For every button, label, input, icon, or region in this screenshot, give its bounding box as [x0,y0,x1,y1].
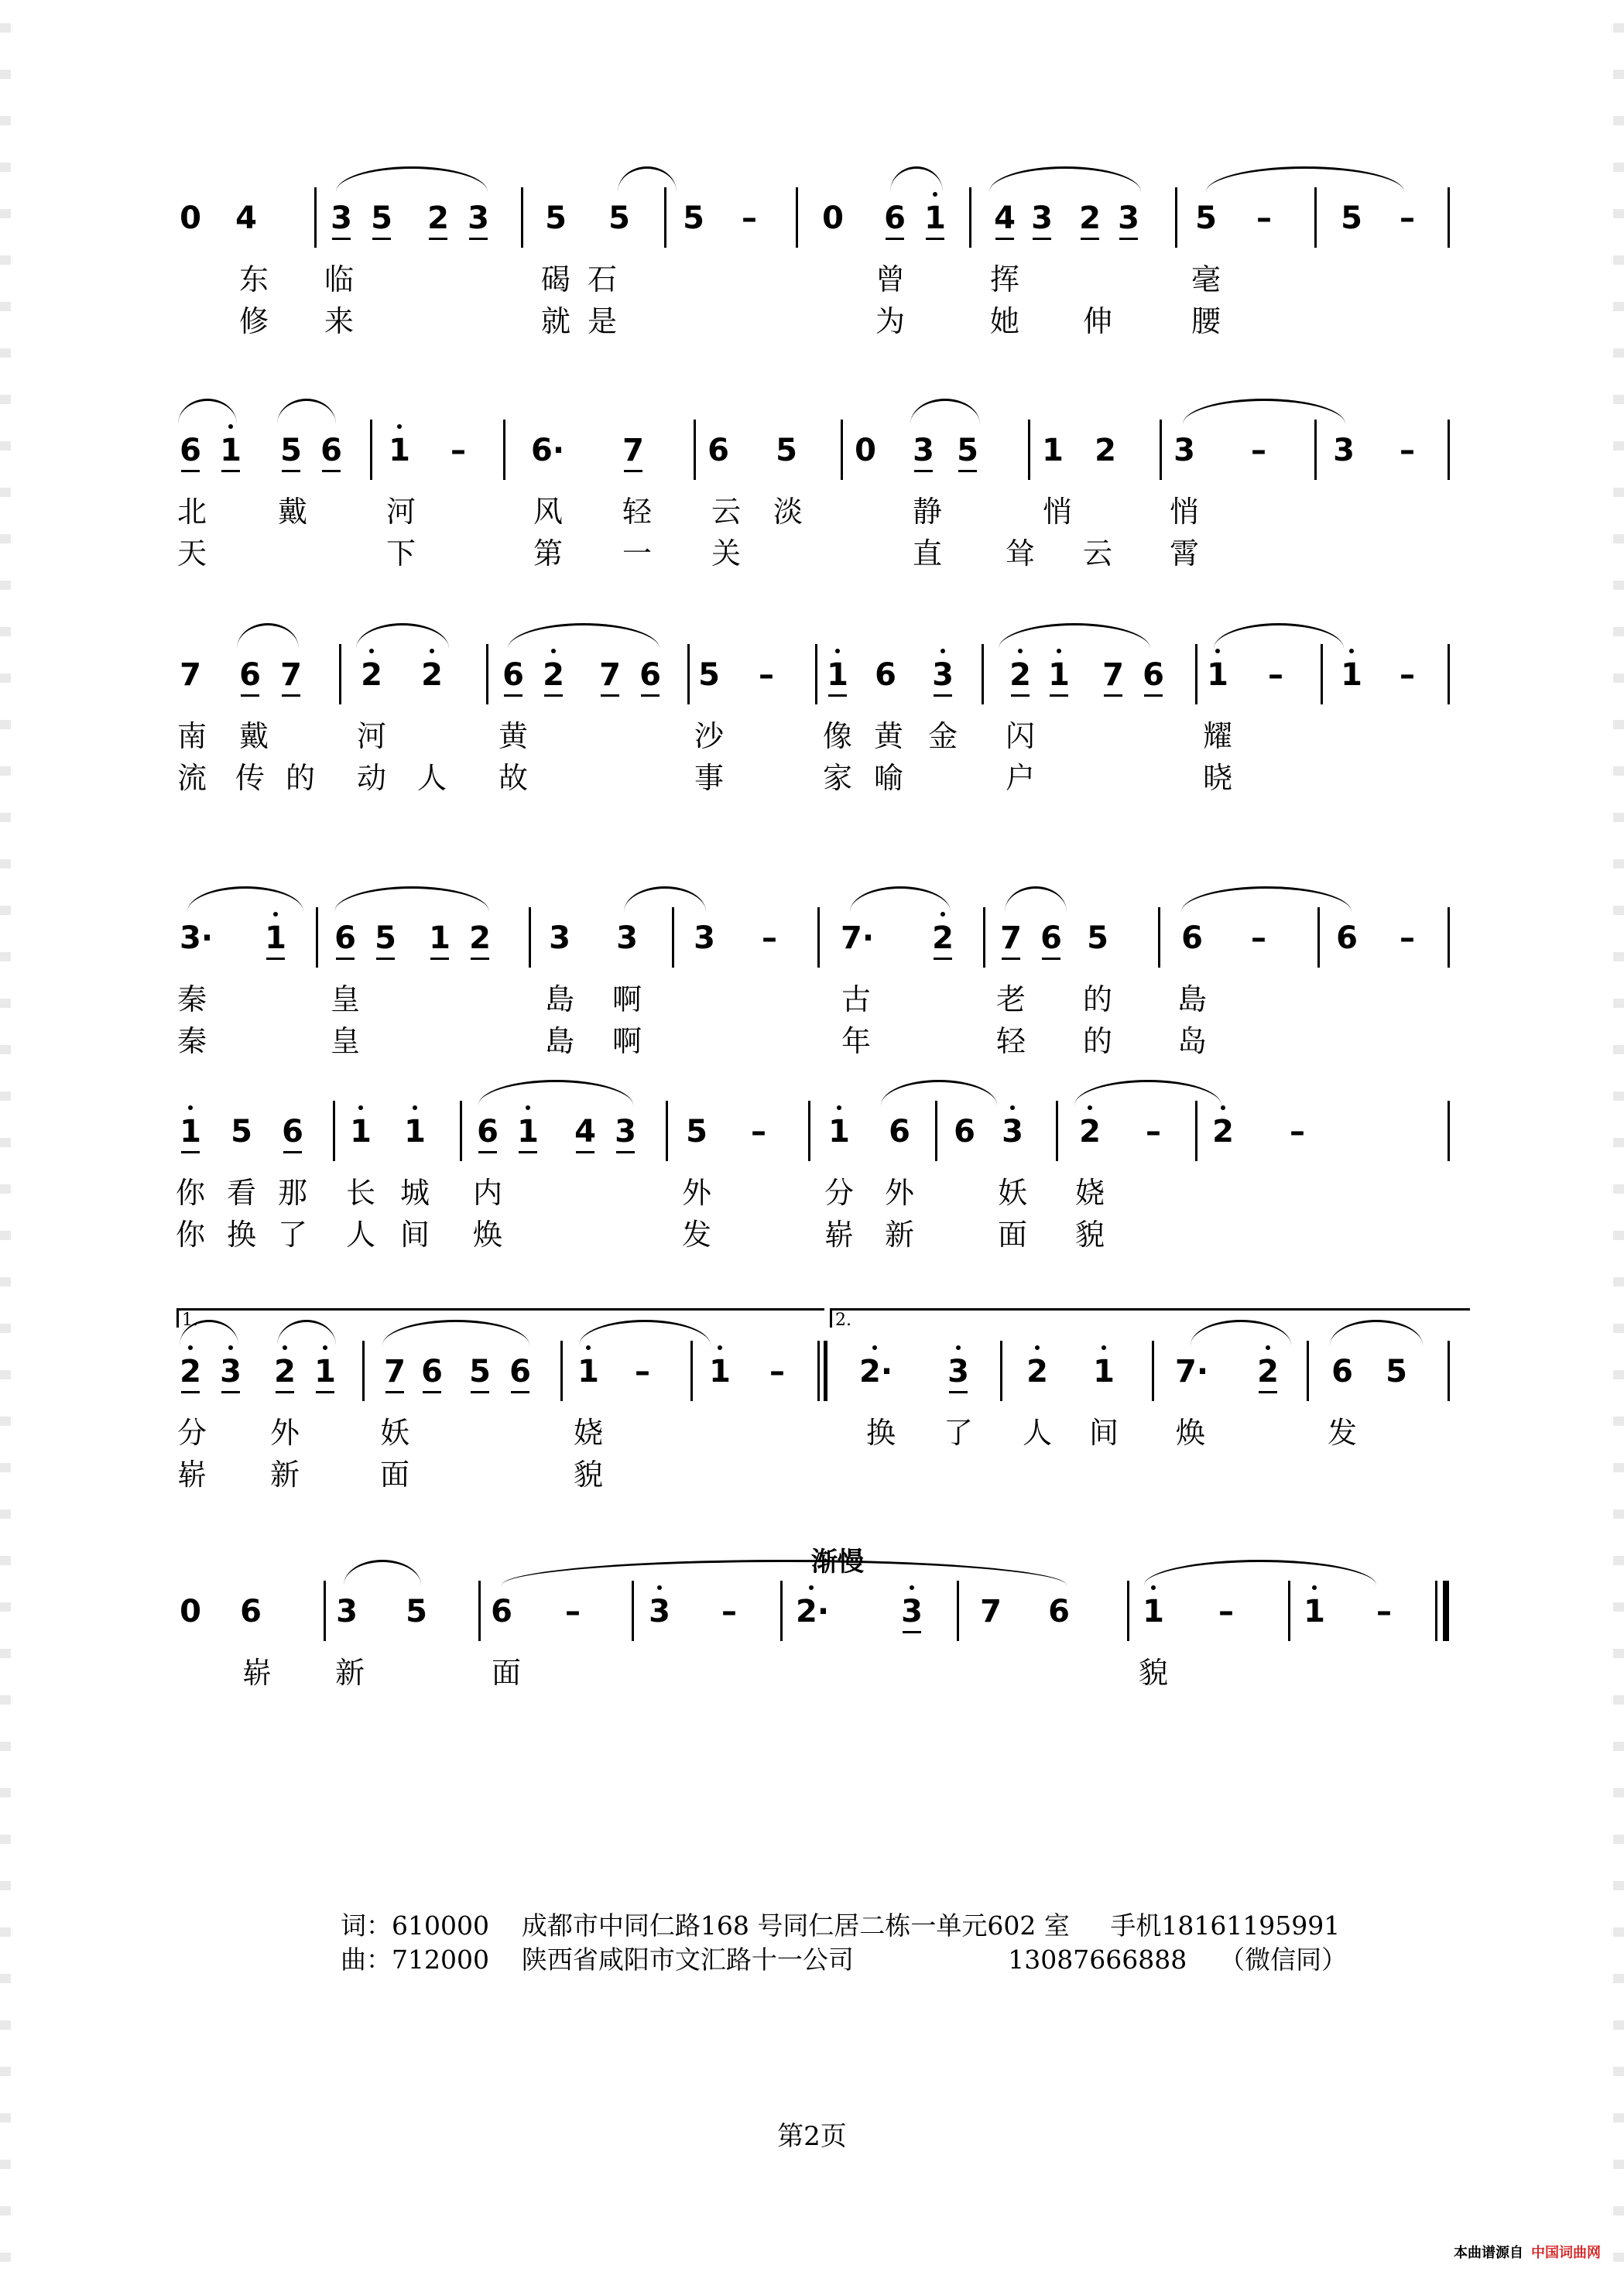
note: 7 [980,1594,1002,1629]
note: 2 [175,1355,206,1389]
note: 1 [424,921,455,955]
note: – [635,1354,650,1389]
note: – [1400,433,1415,468]
note: 1 [920,201,951,235]
lyrics-verse-1: 北 戴 河 风 轻 云 淡 静 悄 悄 [176,495,1199,529]
barline [666,1101,668,1161]
note: 6 [879,201,910,235]
notation-line [176,1548,1461,1649]
notation-line [176,387,1461,488]
note: 5 [698,657,720,693]
note: 7 [180,657,201,693]
note: 3 [326,201,357,235]
barline [983,907,985,968]
source-attribution [1454,2242,1601,2262]
note: 1 [512,1115,543,1149]
note: 0 [180,1594,201,1629]
barline [1448,420,1450,480]
note: 6 [235,658,266,692]
note: 2 [538,658,569,692]
note: 2 [423,201,454,235]
note: – [759,657,774,693]
barline [339,644,341,704]
barline [1448,1341,1450,1401]
note: 5 [370,921,401,955]
note: 7 [276,658,307,692]
note: 6 [175,433,206,468]
note: 6 [1036,921,1067,955]
barline [324,1581,326,1641]
barline [796,187,798,248]
note: 3 [1026,201,1057,235]
note: 6 [277,1115,308,1149]
note: – [1290,1114,1305,1150]
note: 1 [215,433,246,468]
note: – [1256,200,1272,236]
barline [316,907,318,968]
note: – [1268,657,1283,693]
slur [618,166,677,192]
note: 5 [545,200,567,236]
barline [632,1581,634,1641]
barline [672,907,674,968]
note: 3 [943,1355,974,1389]
barline [817,907,820,968]
note: 6 [316,433,347,468]
note: 5 [952,433,983,468]
note: 6 [1336,920,1358,956]
note: 5 [406,1594,427,1629]
final-barline [1443,1581,1449,1641]
note: 2 [1095,433,1116,468]
barline [664,187,666,248]
note: 5 [276,433,307,468]
note: – [1251,433,1266,468]
note: 1 [1336,658,1367,692]
note: 3 [896,1595,927,1629]
note: 5 [366,201,397,235]
note: 2 [1022,1355,1053,1389]
note: 3 [463,201,494,235]
slur [178,399,237,424]
barline [1056,1101,1058,1161]
note: – [1400,657,1415,693]
barline [815,644,817,704]
note: – [769,1354,785,1389]
note: 1 [384,433,415,468]
page-number: 第2页 [777,2121,847,2152]
note: – [565,1594,581,1629]
note: 6 [1048,1594,1070,1629]
barline [982,644,984,704]
barline [370,420,372,480]
note: 6 [491,1594,512,1629]
lyrics-verse-1: 崭 新 面 貌 [242,1656,1168,1690]
note: 2 [269,1355,300,1389]
note: 6 [875,657,896,693]
barline [780,1581,783,1641]
note: 1 [573,1355,604,1389]
slur [277,399,336,424]
barline [1158,907,1160,968]
barline [1000,1341,1002,1401]
note: 6 [889,1114,910,1150]
barline [503,420,505,480]
barline [486,644,488,704]
lyricist-contact: 词：610000 成都市中同仁路168 号同仁居二栋一单元602 室 手机18161195991 [341,1910,1341,1941]
note: – [451,433,466,468]
note: 6 [505,1355,536,1389]
note: 5 [1087,920,1108,956]
note: 2· [859,1355,890,1389]
note: 4 [235,200,257,236]
note: – [1251,920,1266,956]
barline [521,187,523,248]
note: 6 [954,1114,975,1150]
composer-contact: 曲：712000 陕西省咸阳市文汇路十一公司 13087666888 （微信同） [341,1944,1348,1975]
barline [1314,420,1317,480]
slur [1181,886,1352,912]
note: 1 [1088,1355,1119,1389]
barline [969,187,971,248]
barline [478,1581,481,1641]
lyrics-verse-2: 秦 皇 島 啊 年 轻 的 岛 [176,1024,1207,1058]
barline [1314,187,1317,248]
slur [1144,1560,1376,1585]
barline [560,1341,563,1401]
note: 3 [336,1594,358,1629]
slur [1005,886,1067,912]
score-system-7 [176,1548,1461,1691]
notation-line [176,1308,1461,1409]
note: 0 [822,200,844,236]
left-margin-watermark [0,0,11,2282]
note: 5 [1341,200,1362,236]
score-system-6 [176,1308,1461,1492]
barline [1127,1581,1129,1641]
score-system-3 [176,612,1461,796]
slur [999,623,1150,649]
note: 1 [260,921,291,955]
barline [1307,1341,1309,1401]
slur [356,623,449,649]
note: 2 [1074,201,1105,235]
slur [334,886,489,912]
slur [624,886,706,912]
note: 3 [1173,433,1195,468]
note: 7 [594,658,625,692]
score-system-2 [176,387,1461,571]
barline [1448,644,1450,704]
barline [841,420,843,480]
slur [890,166,943,192]
note: 7 [1098,658,1129,692]
note: 5 [776,433,797,468]
note: 3 [644,1595,675,1629]
slur [1074,1080,1221,1105]
note: 5 [608,200,630,236]
note: 1 [345,1115,376,1149]
slur [1206,166,1404,192]
barline [1288,1581,1290,1641]
first-ending-bracket: 1. [176,1308,824,1328]
barline [1160,420,1162,480]
lyrics-verse-2: 你 换 了 人 间 焕 发 崭 新 面 貌 [175,1218,1105,1252]
note: 1 [824,1115,855,1149]
slur [881,1080,997,1105]
note: 5 [683,200,704,236]
slur [187,886,303,912]
note: 1 [1202,658,1233,692]
note: – [762,920,777,956]
barline [1028,420,1030,480]
barline [362,1341,365,1401]
note: – [1218,1594,1234,1629]
note: 2 [927,921,958,955]
note: 2 [356,658,387,692]
note: 3· [180,920,214,956]
notation-line [176,875,1461,975]
barline [1435,1581,1437,1641]
slur [1214,623,1344,649]
note: 1 [310,1355,341,1389]
note: 5 [231,1114,252,1150]
barline [1448,1101,1450,1161]
note: 4 [989,201,1020,235]
note: 5 [1386,1354,1407,1389]
note: 3 [997,1115,1028,1149]
slur [502,1560,1067,1585]
note: 6 [240,1594,262,1629]
lyrics-verse-1: 东 临 碣 石 曾 挥 毫 [238,262,1221,296]
note: 3 [927,658,958,692]
note: 5 [464,1355,495,1389]
barline [1317,907,1320,968]
lyrics-verse-1: 分 外 妖 娆 换 了 人 间 焕 发 [176,1416,1357,1450]
note: 1 [1042,433,1064,468]
slur [277,1320,336,1345]
note: 1 [704,1355,735,1389]
note: 5 [1195,200,1217,236]
slur [508,623,660,649]
slur [1183,399,1345,424]
barline [460,1101,462,1161]
barline [957,1581,959,1641]
note: 3 [610,1115,641,1149]
note: 1 [399,1115,430,1149]
slur [850,886,951,912]
note: 6 [472,1115,503,1149]
note: 6 [1181,920,1203,956]
barline-double [824,1341,827,1401]
barline [1195,644,1197,704]
notation-line [176,1068,1461,1169]
note: 7 [379,1355,410,1389]
note: 1 [175,1115,206,1149]
lyrics-verse-2: 天 下 第 一 关 直 耸 云 霄 [176,536,1199,570]
note: 3 [694,920,715,956]
score-system-4 [176,875,1461,1059]
slur [1330,1320,1423,1345]
slur [989,166,1141,192]
lyrics-verse-1: 南 戴 河 黄 沙 像 黄 金 闪 耀 [176,719,1232,753]
right-margin-watermark [1613,0,1624,2282]
note: 2 [1208,1115,1239,1149]
slur [237,623,299,649]
note: 7 [618,433,649,468]
note: 3 [908,433,939,468]
barline [817,1341,820,1401]
note: – [742,200,757,236]
source-brand-link[interactable]: 中国词曲网 [1531,2245,1601,2261]
barline [1175,187,1177,248]
barline [1152,1341,1154,1401]
note: 7· [1175,1354,1209,1389]
note: – [1376,1594,1392,1629]
note: 0 [180,200,201,236]
note: – [1400,920,1415,956]
score-system-1 [176,155,1461,339]
note: – [1146,1114,1161,1150]
note: 7· [841,920,875,956]
slur [336,166,488,192]
barline [687,644,690,704]
note: 2 [464,921,495,955]
lyrics-verse-2: 修 来 就 是 为 她 伸 腰 [238,304,1221,338]
note: 1 [1138,1595,1169,1629]
note: 1 [1299,1595,1330,1629]
note: 6 [1138,658,1169,692]
slur [910,399,980,424]
barline [529,907,531,968]
note: 0 [855,433,876,468]
note: – [1400,200,1415,236]
note: 6 [1331,1354,1353,1389]
slur [478,1080,633,1105]
score-system-5 [176,1068,1461,1252]
lyrics-verse-2: 崭 新 面 貌 [176,1458,603,1492]
note: 3 [1113,201,1144,235]
note: 6 [416,1355,447,1389]
lyrics-verse-2: 流 传 的 动 人 故 事 家 喻 户 晓 [176,761,1232,795]
notation-line [176,612,1461,712]
note: 1 [822,658,853,692]
slur [180,1320,238,1345]
note: – [721,1594,737,1629]
note: 6 [498,658,529,692]
note: 2· [796,1595,827,1629]
note: 3 [549,920,570,956]
barline [808,1101,810,1161]
note: 2 [1074,1115,1105,1149]
note: – [751,1114,766,1150]
lyrics-verse-1: 你 看 那 长 城 内 外 分 外 妖 娆 [175,1176,1105,1210]
note: 6 [330,921,361,955]
note: 3 [1333,433,1355,468]
barline [1195,1101,1197,1161]
second-ending-bracket: 2. [830,1308,1470,1328]
note: 6 [708,433,729,468]
note: 5 [686,1114,708,1150]
note: 2 [416,658,447,692]
barline [1448,187,1450,248]
barline [1321,644,1323,704]
note: 4 [570,1115,601,1149]
notation-line [176,155,1461,255]
note: 3 [616,920,638,956]
lyrics-verse-1: 秦 皇 島 啊 古 老 的 島 [176,982,1207,1016]
tempo-marking: 渐慢 [811,1547,864,1578]
slur [344,1560,421,1585]
note: 6 [635,658,666,692]
note: 7 [995,921,1026,955]
note: 1 [1043,658,1074,692]
barline [1448,907,1450,968]
note: 3 [215,1355,246,1389]
barline [694,420,696,480]
source-label: 本曲谱源自 [1454,2245,1523,2261]
barline [935,1101,937,1161]
barline [333,1101,335,1161]
note: 6· [531,433,565,468]
slur [1191,1320,1291,1345]
barline [314,187,317,248]
slur [382,1320,529,1345]
note: 2 [1005,658,1036,692]
barline [690,1341,693,1401]
note: 2 [1252,1355,1283,1389]
